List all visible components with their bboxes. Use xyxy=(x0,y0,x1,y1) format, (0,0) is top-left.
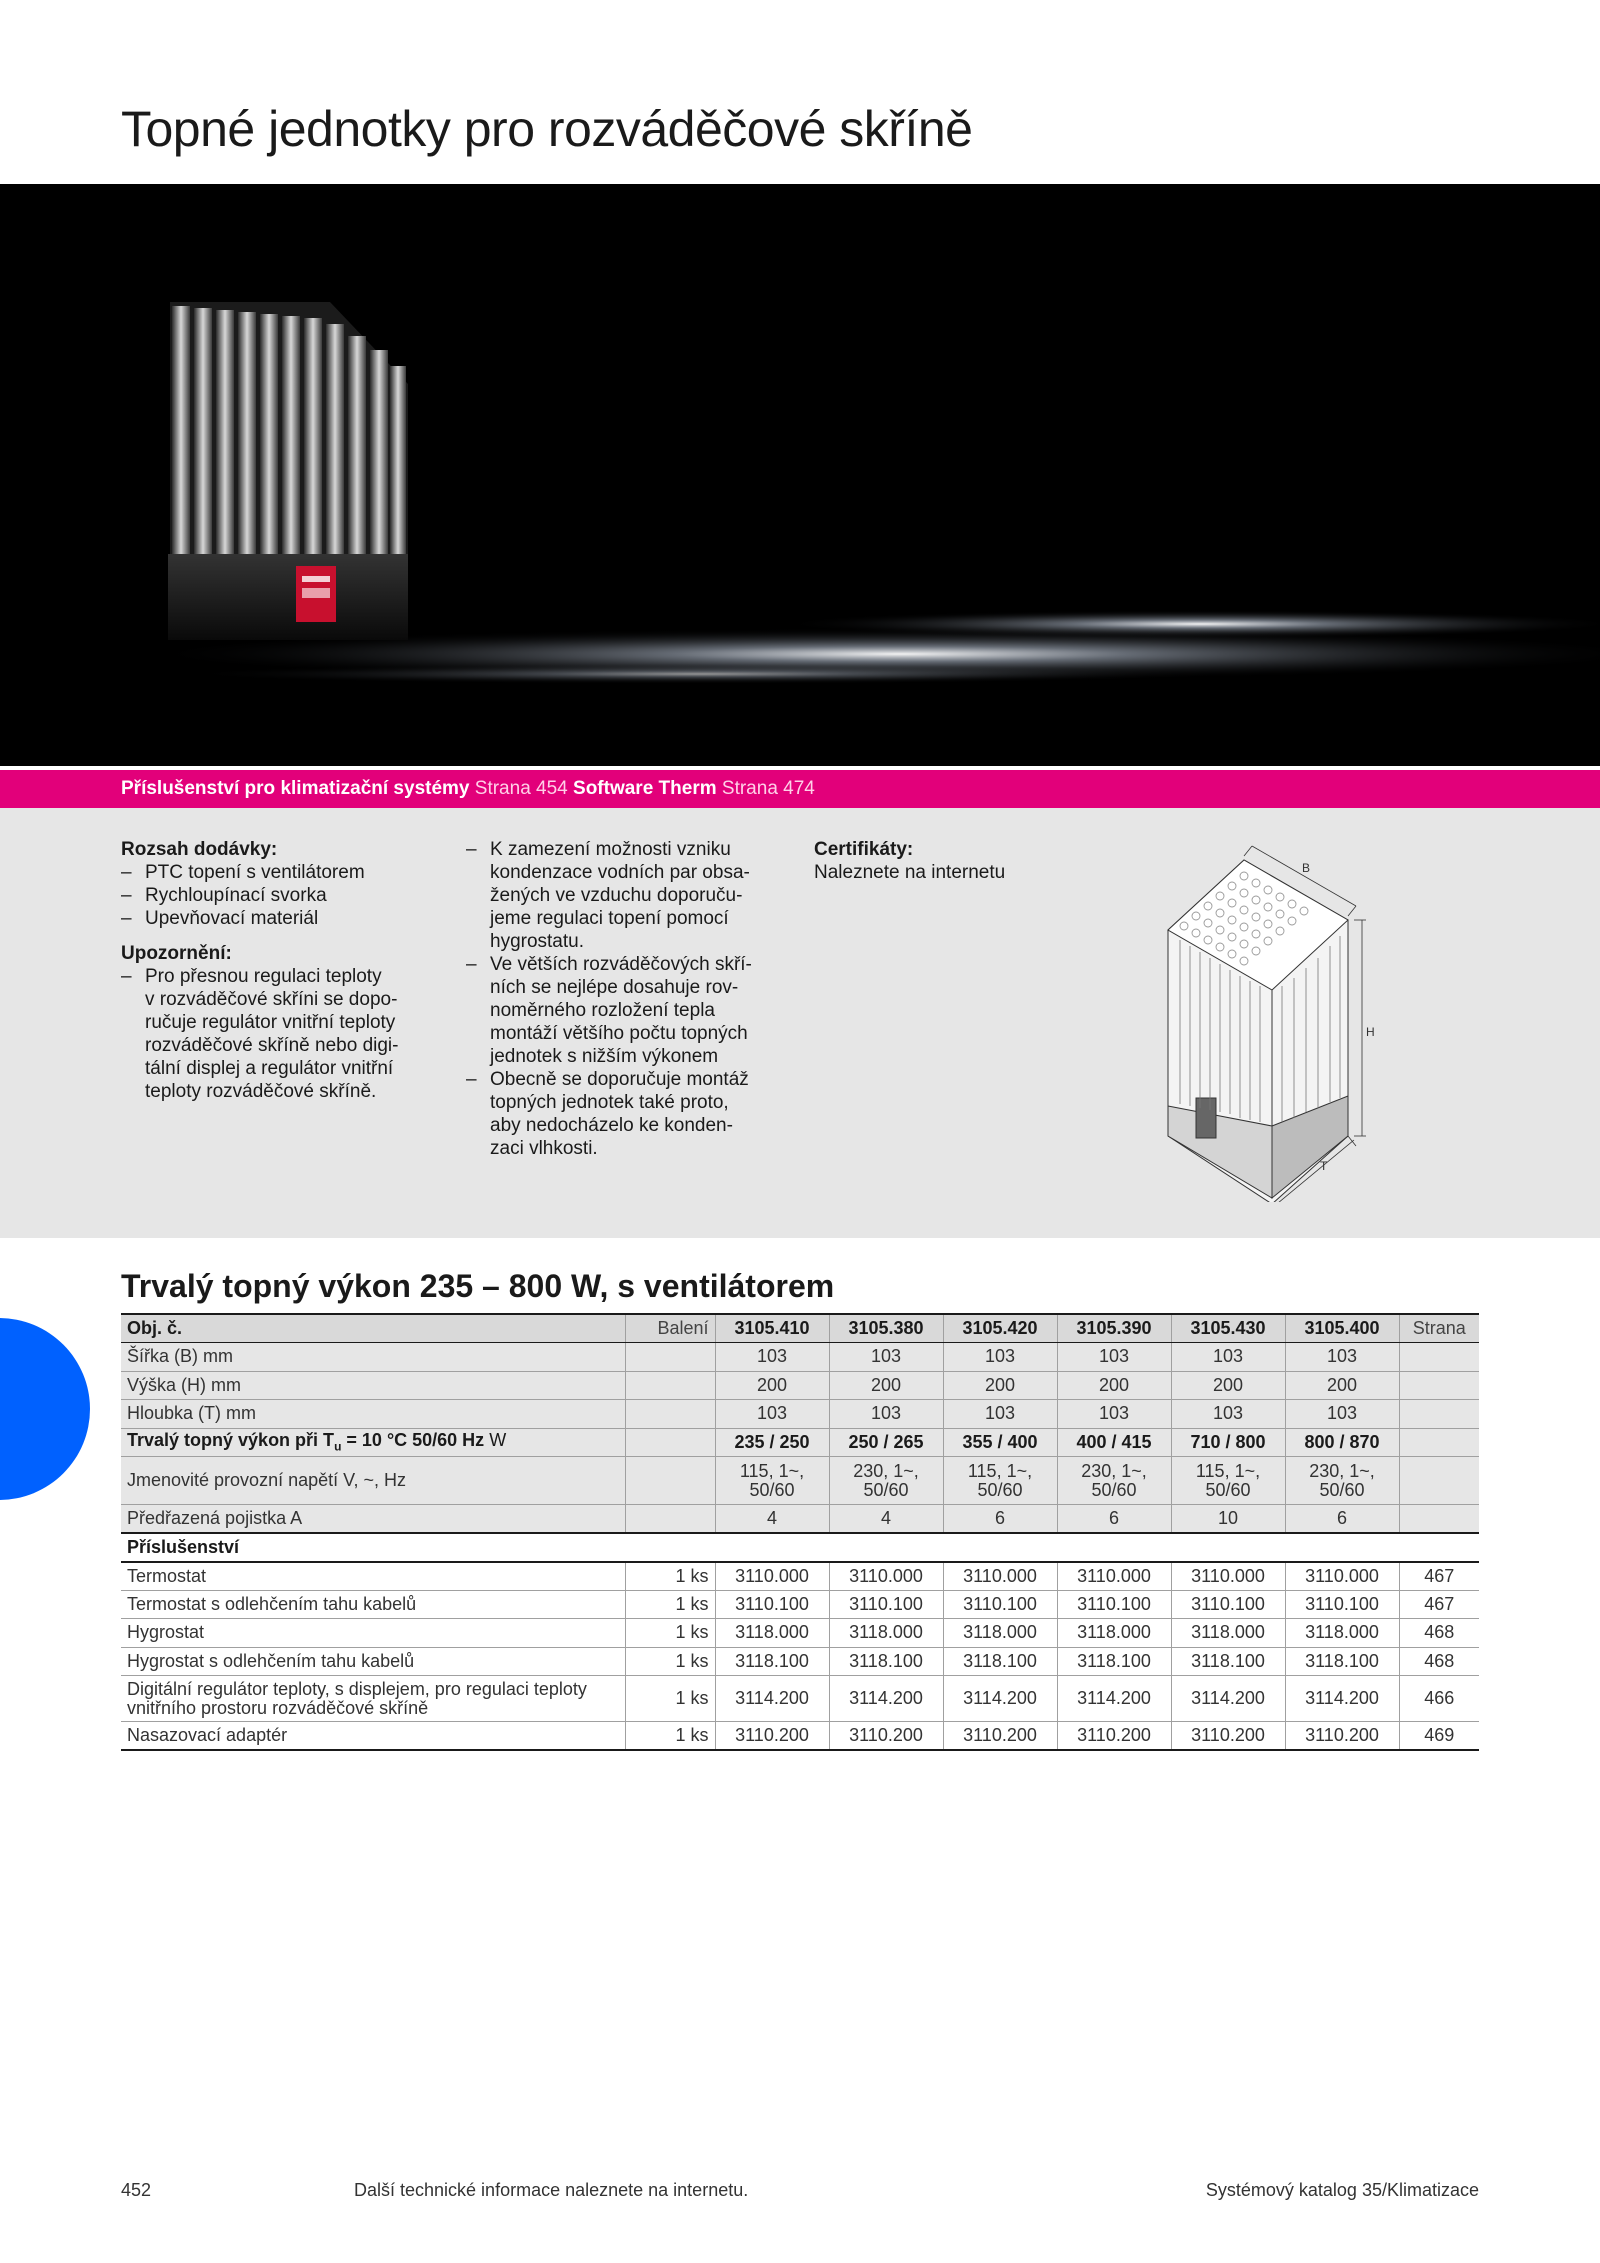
hero-image xyxy=(0,184,1600,766)
table-row-fuse: Předřazená pojistka A 4 4 6 6 10 6 xyxy=(121,1505,1479,1534)
table-row: Výška (H) mm 200 200 200 200 200 200 xyxy=(121,1371,1479,1400)
col-header-label: Obj. č. xyxy=(121,1314,625,1343)
page-title: Topné jednotky pro rozváděčové skříně xyxy=(121,101,973,157)
dimension-drawing xyxy=(1160,836,1380,1202)
scope-column xyxy=(121,838,431,1103)
chapter-tab xyxy=(0,1318,90,1500)
table-row-voltage: Jmenovité provozní napětí V, ~, Hz 115, 1~, 50/60 230, 1~, 50/60 115, 1~, 50/60 230, 1~, 50/60 115, 1~, 50/60 230, 1~, 50/60 xyxy=(121,1457,1479,1505)
col-header-model: 3105.390 xyxy=(1057,1314,1171,1343)
tip-item: – Ve větších rozváděčových skří- ních se nejlépe dosahuje rov- noměrného rozložení tepla montáží většího počtu topných jednotek s nižším výkonem xyxy=(466,953,786,1068)
tips-column xyxy=(466,838,786,1160)
certificates-heading: Certifikáty: xyxy=(814,839,914,860)
dim-b-label: B xyxy=(1302,861,1311,875)
table-row-power: Trvalý topný výkon při $T_u = 10$ °C 50/60 Hz W 235 / 250 250 / 265 355 / 400 400 / 415 710 / 800 800 / 870 xyxy=(121,1428,1479,1457)
dim-h-label: H xyxy=(1366,1025,1375,1039)
col-header-strana: Strana xyxy=(1399,1314,1479,1343)
scope-item: – Rychloupínací svorka xyxy=(121,884,431,907)
spec-table xyxy=(121,1313,1479,1751)
accessory-row: Termostat 1 ks 3110.000 3110.000 3110.000 3110.000 3110.000 3110.000 467 xyxy=(121,1562,1479,1591)
accessory-row: Digitální regulátor teploty, s displejem, pro regulaci teploty vnitřního prostoru rozváděčové skříně 1 ks 3114.200 3114.200 3114.200 3114.200 3114.200 3114.200 466 xyxy=(121,1676,1479,1722)
scope-heading: Rozsah dodávky: xyxy=(121,839,278,860)
certificates-column xyxy=(814,838,1114,884)
accessory-row: Hygrostat s odlehčením tahu kabelů 1 ks 3118.100 3118.100 3118.100 3118.100 3118.100 3118.100 468 xyxy=(121,1647,1479,1676)
section-title: Trvalý topný výkon 235 – 800 W, s ventilátorem xyxy=(121,1268,835,1304)
col-header-model: 3105.430 xyxy=(1171,1314,1285,1343)
table-row: Hloubka (T) mm 103 103 103 103 103 103 xyxy=(121,1400,1479,1429)
col-header-model: 3105.410 xyxy=(715,1314,829,1343)
accessories-heading-row: Příslušenství xyxy=(121,1533,1479,1562)
accessories-link[interactable]: Příslušenství pro klimatizační systémy xyxy=(121,778,470,799)
page-number: 452 xyxy=(121,2180,152,2200)
footer-note: Další technické informace naleznete na internetu. xyxy=(354,2180,749,2200)
table-header-row xyxy=(121,1314,1479,1343)
accessory-row: Hygrostat 1 ks 3118.000 3118.000 3118.000 3118.000 3118.000 3118.000 468 xyxy=(121,1619,1479,1648)
footer-catalog: Systémový katalog 35/Klimatizace xyxy=(1205,2180,1479,2200)
software-link[interactable]: Software Therm xyxy=(573,778,717,799)
software-page: Strana 474 xyxy=(721,778,815,799)
dim-t-label: T xyxy=(1320,1159,1328,1173)
note-item: – Pro přesnou regulaci teploty v rozváděčové skříni se dopo- ručuje regulátor vnitřní teploty rozváděčové skříně nebo digi- tální displej a regulátor vnitřní teploty rozváděčové skříně. xyxy=(121,965,431,1103)
note-heading: Upozornění: xyxy=(121,943,232,964)
scope-item: – Upevňovací materiál xyxy=(121,907,431,930)
accessory-links-bar xyxy=(0,770,1600,808)
accessory-row: Nasazovací adaptér 1 ks 3110.200 3110.200 3110.200 3110.200 3110.200 3110.200 469 xyxy=(121,1722,1479,1751)
scope-item: – PTC topení s ventilátorem xyxy=(121,861,431,884)
col-header-model: 3105.400 xyxy=(1285,1314,1399,1343)
certificates-text: Naleznete na internetu xyxy=(814,862,1006,883)
col-header-model: 3105.420 xyxy=(943,1314,1057,1343)
tip-item: – K zamezení možnosti vzniku kondenzace vodních par obsa- žených ve vzduchu doporuču- jeme regulaci topení pomocí hygrostatu. xyxy=(466,838,786,953)
col-header-model: 3105.380 xyxy=(829,1314,943,1343)
accessories-page: Strana 454 xyxy=(474,778,568,799)
table-row: Šířka (B) mm 103 103 103 103 103 103 xyxy=(121,1343,1479,1372)
accessory-row: Termostat s odlehčením tahu kabelů 1 ks 3110.100 3110.100 3110.100 3110.100 3110.100 3110.100 467 xyxy=(121,1590,1479,1619)
tip-item: – Obecně se doporučuje montáž topných jednotek také proto, aby nedocházelo ke konden- zaci vlhkosti. xyxy=(466,1068,786,1160)
col-header-baleni: Balení xyxy=(625,1314,715,1343)
